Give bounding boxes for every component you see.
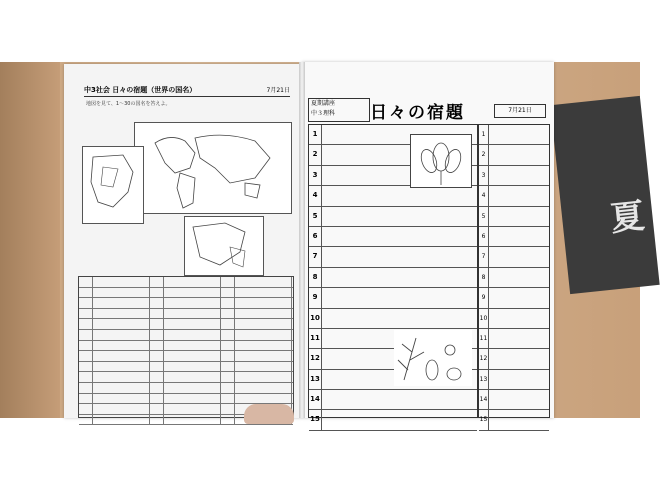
table-row bbox=[479, 329, 549, 349]
question-number: 5 bbox=[309, 207, 322, 226]
table-row bbox=[309, 186, 477, 206]
answer-number: 12 bbox=[479, 349, 489, 368]
course-label-line2: 中３理科 bbox=[311, 110, 336, 117]
table-row bbox=[79, 298, 293, 309]
left-instruction: 地図を見て、1〜30の国名を答えよ。 bbox=[86, 101, 171, 107]
course-label-line1: 夏期講座 bbox=[311, 100, 336, 107]
table-row bbox=[479, 227, 549, 247]
table-row bbox=[79, 362, 293, 373]
pine-diagram bbox=[394, 330, 472, 386]
question-number: 4 bbox=[309, 186, 322, 205]
table-row bbox=[79, 383, 293, 394]
table-row bbox=[79, 330, 293, 341]
table-row bbox=[309, 207, 477, 227]
right-header-date: 7月21日 bbox=[494, 104, 546, 118]
table-row bbox=[79, 319, 293, 330]
book-cover-glyph: 夏 bbox=[608, 196, 647, 240]
table-row bbox=[309, 309, 477, 329]
table-row bbox=[479, 268, 549, 288]
dark-book bbox=[550, 96, 659, 294]
answer-number: 13 bbox=[479, 370, 489, 389]
table-row bbox=[479, 166, 549, 186]
table-row bbox=[79, 341, 293, 352]
table-row bbox=[479, 370, 549, 390]
finger bbox=[244, 404, 294, 424]
answer-number: 5 bbox=[479, 207, 489, 226]
answer-number: 4 bbox=[479, 186, 489, 205]
question-number: 10 bbox=[309, 309, 322, 328]
world-map bbox=[134, 122, 292, 214]
question-number: 15 bbox=[309, 410, 322, 429]
course-label-box bbox=[308, 98, 370, 122]
table-row bbox=[309, 410, 477, 430]
left-page bbox=[64, 64, 302, 418]
asia-inset-map bbox=[184, 216, 264, 276]
answer-number: 7 bbox=[479, 247, 489, 266]
desk-edge bbox=[0, 62, 60, 418]
table-row bbox=[309, 227, 477, 247]
answer-number: 9 bbox=[479, 288, 489, 307]
right-page-header bbox=[308, 98, 548, 122]
table-row bbox=[79, 372, 293, 383]
question-number: 11 bbox=[309, 329, 322, 348]
answer-number: 14 bbox=[479, 390, 489, 409]
table-row bbox=[479, 288, 549, 308]
book-spine bbox=[299, 62, 305, 418]
question-number: 12 bbox=[309, 349, 322, 368]
table-row bbox=[479, 186, 549, 206]
table-row bbox=[79, 394, 293, 405]
background-top bbox=[0, 0, 640, 62]
table-row bbox=[479, 247, 549, 267]
question-number: 1 bbox=[309, 125, 322, 144]
question-number: 7 bbox=[309, 247, 322, 266]
question-number: 6 bbox=[309, 227, 322, 246]
table-row bbox=[309, 268, 477, 288]
table-row bbox=[309, 247, 477, 267]
table-row bbox=[79, 351, 293, 362]
answer-number: 8 bbox=[479, 268, 489, 287]
left-page-header bbox=[84, 84, 290, 97]
table-row bbox=[79, 277, 293, 288]
answer-number: 2 bbox=[479, 145, 489, 164]
answer-number: 3 bbox=[479, 166, 489, 185]
page-title: 日々の宿題 bbox=[370, 103, 465, 123]
left-header-title: 中3社会 日々の宿題（世界の国名） bbox=[84, 86, 197, 94]
europe-inset-map bbox=[82, 146, 144, 224]
answer-number: 6 bbox=[479, 227, 489, 246]
question-number: 14 bbox=[309, 390, 322, 409]
table-row bbox=[79, 288, 293, 299]
answer-number: 15 bbox=[479, 410, 489, 429]
left-header-date: 7月21日 bbox=[266, 87, 290, 94]
flower-diagram bbox=[410, 134, 472, 188]
answer-number: 11 bbox=[479, 329, 489, 348]
table-row bbox=[309, 390, 477, 410]
answer-table bbox=[478, 124, 550, 424]
question-number: 13 bbox=[309, 370, 322, 389]
table-row bbox=[479, 125, 549, 145]
table-row bbox=[79, 309, 293, 320]
table-row bbox=[479, 390, 549, 410]
question-number: 8 bbox=[309, 268, 322, 287]
table-row bbox=[479, 410, 549, 430]
table-row bbox=[479, 309, 549, 329]
question-number: 2 bbox=[309, 145, 322, 164]
table-row bbox=[479, 349, 549, 369]
answer-number: 1 bbox=[479, 125, 489, 144]
table-row bbox=[309, 288, 477, 308]
left-answer-table bbox=[78, 276, 294, 418]
answer-number: 10 bbox=[479, 309, 489, 328]
table-row bbox=[479, 207, 549, 227]
right-page bbox=[302, 62, 554, 424]
question-number: 9 bbox=[309, 288, 322, 307]
question-number: 3 bbox=[309, 166, 322, 185]
table-row bbox=[479, 145, 549, 165]
